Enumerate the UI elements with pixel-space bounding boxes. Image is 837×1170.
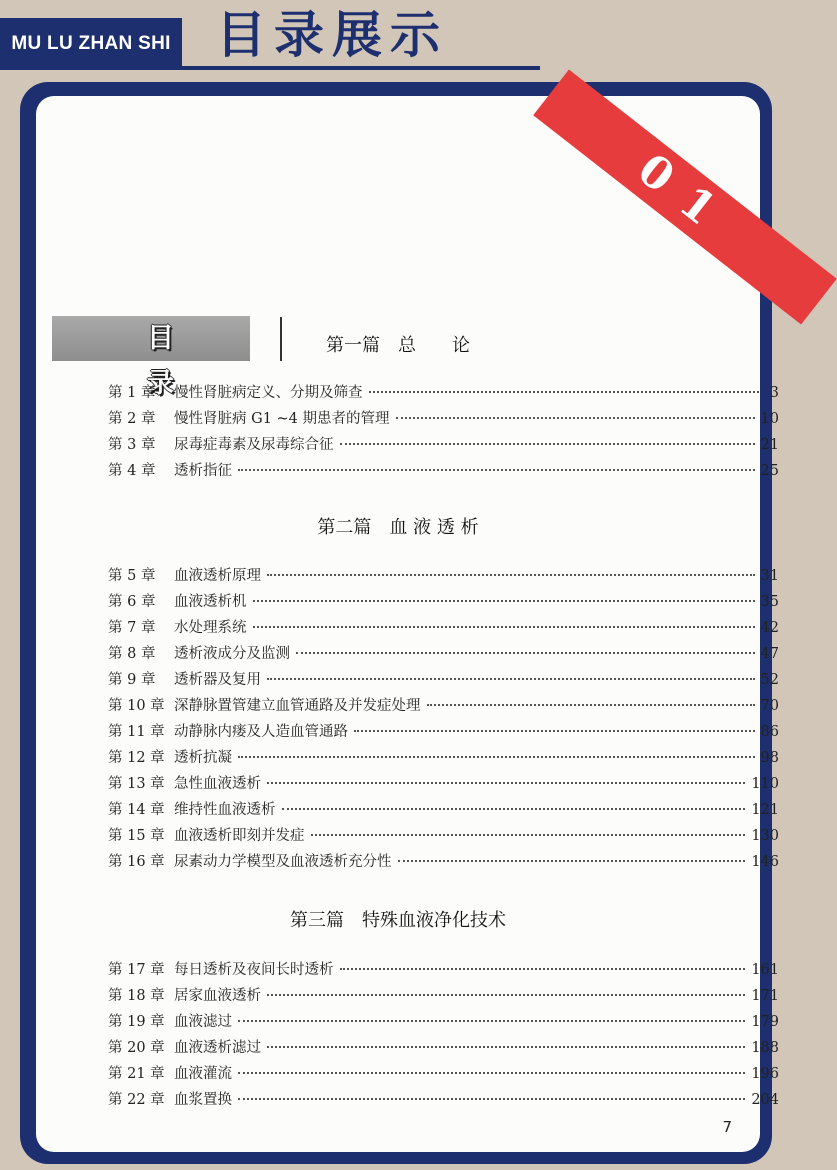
leader-dots (340, 442, 755, 445)
chapter-title: 尿素动力学模型及血液透析充分性 (174, 854, 392, 870)
chapter-page: 171 (751, 988, 779, 1004)
toc-entry[interactable] (108, 823, 779, 849)
chapter-title: 血液透析机 (174, 594, 247, 610)
leader-dots (340, 967, 746, 970)
chapter-number: 第 2 章 (108, 411, 156, 427)
chapter-page: 204 (751, 1092, 779, 1108)
chapter-title: 血液滤过 (174, 1014, 232, 1030)
toc-entry[interactable] (108, 849, 779, 875)
chapter-title: 血浆置换 (174, 1092, 232, 1108)
chapter-page: 21 (760, 437, 779, 453)
leader-dots (267, 677, 755, 680)
leader-dots (398, 859, 746, 862)
chapter-title: 急性血液透析 (174, 776, 261, 792)
toc-entry[interactable] (108, 693, 779, 719)
leader-dots (238, 468, 755, 471)
chapter-number: 第 20 章 (108, 1040, 165, 1056)
chapter-number: 第 18 章 (108, 988, 165, 1004)
toc-page (36, 96, 779, 1152)
chapter-page: 42 (760, 620, 779, 636)
chapter-page: 52 (760, 672, 779, 688)
toc-entry[interactable] (108, 589, 779, 615)
chapter-number: 第 10 章 (108, 698, 165, 714)
leader-dots (282, 807, 746, 810)
toc-entry[interactable] (108, 380, 779, 406)
chapter-page: 3 (769, 385, 779, 401)
chapter-number: 第 22 章 (108, 1092, 165, 1108)
chapter-page: 47 (760, 646, 779, 662)
toc-entry[interactable] (108, 458, 779, 484)
leader-dots (253, 599, 755, 602)
toc-entry[interactable] (108, 719, 779, 745)
page-frame (20, 82, 779, 1164)
page-number: 7 (722, 1118, 732, 1136)
chapter-page: 188 (751, 1040, 779, 1056)
chapter-title: 透析液成分及监测 (174, 646, 290, 662)
chapter-title: 血液透析滤过 (174, 1040, 261, 1056)
chapter-number: 第 15 章 (108, 828, 165, 844)
part-title: 第一篇 总 论 (326, 335, 470, 356)
chapter-number: 第 14 章 (108, 802, 165, 818)
chapter-page: 161 (751, 962, 779, 978)
chapter-number: 第 11 章 (108, 724, 165, 740)
chapter-number: 第 1 章 (108, 385, 156, 401)
chapter-page: 31 (760, 568, 779, 584)
leader-dots (238, 1019, 745, 1022)
toc-list (108, 563, 779, 875)
chapter-page: 196 (751, 1066, 779, 1082)
chapter-title: 每日透析及夜间长时透析 (174, 962, 334, 978)
toc-entry[interactable] (108, 406, 779, 432)
leader-dots (369, 390, 760, 393)
leader-dots (427, 703, 755, 706)
chapter-title: 透析抗凝 (174, 750, 232, 766)
toc-entry[interactable] (108, 641, 779, 667)
chapter-page: 130 (751, 828, 779, 844)
chapter-number: 第 7 章 (108, 620, 156, 636)
toc-entry[interactable] (108, 983, 779, 1009)
chapter-page: 25 (760, 463, 779, 479)
part-title: 第三篇 特殊血液净化技术 (290, 910, 506, 931)
leader-dots (238, 1071, 745, 1074)
chapter-number: 第 16 章 (108, 854, 165, 870)
leader-dots (354, 729, 755, 732)
chapter-number: 第 8 章 (108, 646, 156, 662)
toc-entry[interactable] (108, 1061, 779, 1087)
chapter-page: 179 (751, 1014, 779, 1030)
header-title: 目录展示 (216, 6, 448, 64)
chapter-number: 第 19 章 (108, 1014, 165, 1030)
chapter-number: 第 5 章 (108, 568, 156, 584)
leader-dots (296, 651, 755, 654)
toc-entry[interactable] (108, 1035, 779, 1061)
chapter-page: 121 (751, 802, 779, 818)
toc-entry[interactable] (108, 745, 779, 771)
chapter-number: 第 3 章 (108, 437, 156, 453)
chapter-title: 透析器及复用 (174, 672, 261, 688)
toc-entry[interactable] (108, 1087, 779, 1113)
chapter-page: 110 (751, 776, 779, 792)
chapter-title: 深静脉置管建立血管通路及并发症处理 (174, 698, 421, 714)
toc-entry[interactable] (108, 797, 779, 823)
corner-ribbon: 01 (533, 69, 837, 324)
leader-dots (267, 573, 755, 576)
chapter-title: 尿毒症毒素及尿毒综合征 (174, 437, 334, 453)
chapter-title: 血液透析即刻并发症 (174, 828, 305, 844)
chapter-number: 第 17 章 (108, 962, 165, 978)
chapter-page: 146 (751, 854, 779, 870)
chapter-page: 70 (760, 698, 779, 714)
chapter-number: 第 21 章 (108, 1066, 165, 1082)
toc-entry[interactable] (108, 432, 779, 458)
toc-entry[interactable] (108, 563, 779, 589)
leader-dots (238, 1097, 745, 1100)
chapter-title: 动静脉内瘘及人造血管通路 (174, 724, 348, 740)
leader-dots (267, 1045, 745, 1048)
chapter-number: 第 9 章 (108, 672, 156, 688)
chapter-page: 86 (760, 724, 779, 740)
toc-entry[interactable] (108, 957, 779, 983)
chapter-page: 10 (760, 411, 779, 427)
chapter-number: 第 12 章 (108, 750, 165, 766)
chapter-title: 透析指征 (174, 463, 232, 479)
part-title: 第二篇 血 液 透 析 (317, 517, 479, 538)
chapter-title: 居家血液透析 (174, 988, 261, 1004)
chapter-title: 慢性肾脏病定义、分期及筛查 (174, 385, 363, 401)
chapter-number: 第 13 章 (108, 776, 165, 792)
leader-dots (311, 833, 746, 836)
toc-entry[interactable] (108, 667, 779, 693)
chapter-page: 98 (760, 750, 779, 766)
toc-list (108, 380, 779, 484)
chapter-title: 慢性肾脏病 G1 ~4 期患者的管理 (174, 411, 390, 427)
chapter-number: 第 4 章 (108, 463, 156, 479)
leader-dots (238, 755, 755, 758)
leader-dots (267, 781, 745, 784)
chapter-title: 血液灌流 (174, 1066, 232, 1082)
chapter-title: 维持性血液透析 (174, 802, 276, 818)
mulu-label: 目录 (147, 323, 204, 399)
toc-entry[interactable] (108, 1009, 779, 1035)
toc-entry[interactable] (108, 771, 779, 797)
chapter-number: 第 6 章 (108, 594, 156, 610)
chapter-title: 血液透析原理 (174, 568, 261, 584)
header-underline (182, 66, 540, 70)
chapter-page: 35 (760, 594, 779, 610)
chapter-title: 水处理系统 (174, 620, 247, 636)
leader-dots (253, 625, 755, 628)
leader-dots (267, 993, 745, 996)
toc-entry[interactable] (108, 615, 779, 641)
toc-list (108, 957, 779, 1113)
leader-dots (396, 416, 755, 419)
header-pinyin-tag: MU LU ZHAN SHI (0, 18, 182, 70)
